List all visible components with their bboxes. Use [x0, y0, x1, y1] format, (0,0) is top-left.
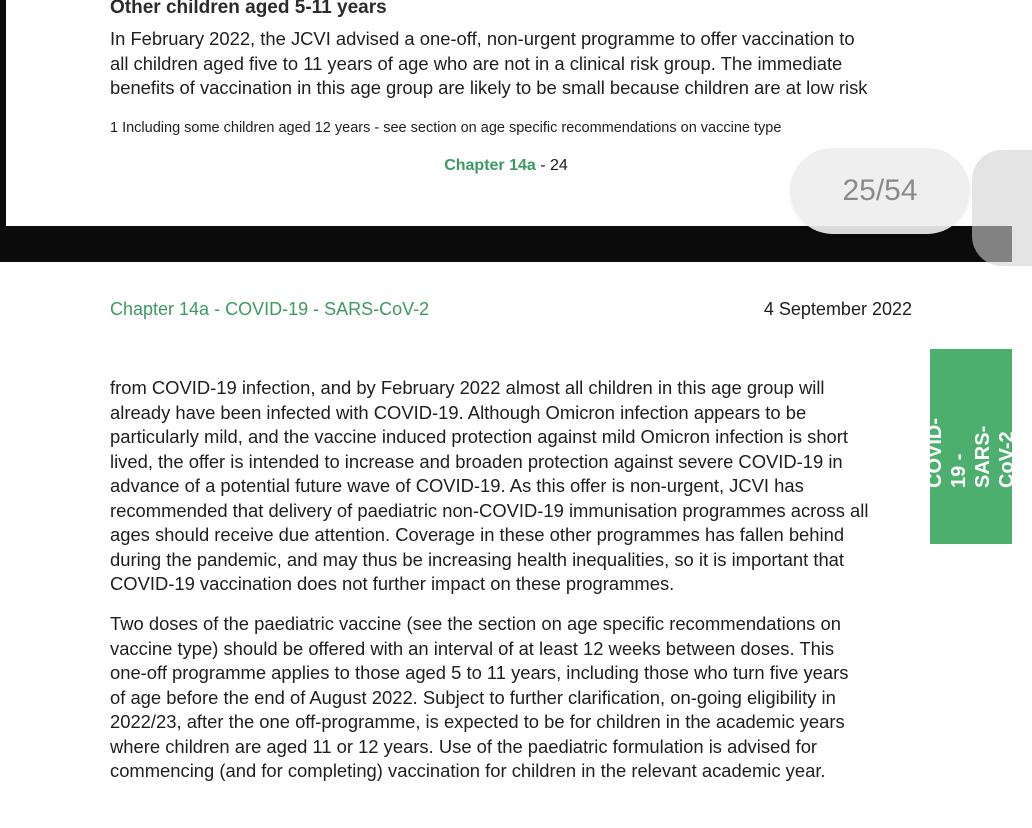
running-head-date: 4 September 2022: [763, 299, 912, 319]
footer-separator: -: [535, 157, 550, 174]
body-paragraph: In February 2022, the JCVI advised a one-off, non-urgent programme to offer vaccination to all children aged five to 11 years of age who are not in a clinical risk group. The immediate benefits of vaccination in this age group are likely to be small because children are at low risk: [110, 28, 868, 98]
page-edge-shadow: [0, 0, 6, 226]
scroll-handle[interactable]: [972, 150, 1032, 266]
body-paragraph: from COVID-19 infection, and by February 2022 almost all children in this age group will already have been infected with COVID-19. Although Omicron infection appears to be particularly mild, and the vaccine induced protection against mild Omicron infection is short lived, the offer is intended to increase and broaden protection against severe COVID-19 in advance of a potential future wave of COVID-19. As this offer is non-urgent, JCVI has recommended that delivery of paediatric non-COVID-19 immunisation programmes across all ages should receive due attention. Coverage in these other programmes has fallen behind during the pandemic, and may thus be increasing health inequalities, so it is important that COVID-19 vaccination does not further impact on these programmes.: [110, 377, 869, 594]
page-indicator: 25/54: [790, 148, 970, 234]
chapter-side-tab: [924, 349, 1018, 544]
footer-page-number: 24: [550, 157, 568, 174]
pdf-page-25: [0, 262, 1012, 828]
running-head-chapter: Chapter 14a - COVID-19 - SARS-CoV-2: [110, 299, 430, 319]
side-tab-label: COVID-19 - SARS-CoV-2: [924, 417, 1018, 488]
section-heading: Other children aged 5-11 years: [110, 0, 387, 18]
footer-chapter: Chapter 14a: [444, 157, 536, 174]
footnote: 1 Including some children aged 12 years - see section on age specific recommendations on vaccine type: [110, 120, 782, 136]
body-paragraph: Two doses of the paediatric vaccine (see the section on age specific recommendations on vaccine type) should be offered with an interval of at least 12 weeks between doses. This one-off programme applies to those aged 5 to 11 years, including those who turn five years of age before the end of August 2022. Subject to further clarification, on-going eligibility in 2022/23, after the one off-programme, is expected to be for children in the academic years where children are aged 11 or 12 years. Use of the paediatric formulation is advised for commencing (and for completing) vaccination for children in the relevant academic year.: [110, 613, 849, 781]
